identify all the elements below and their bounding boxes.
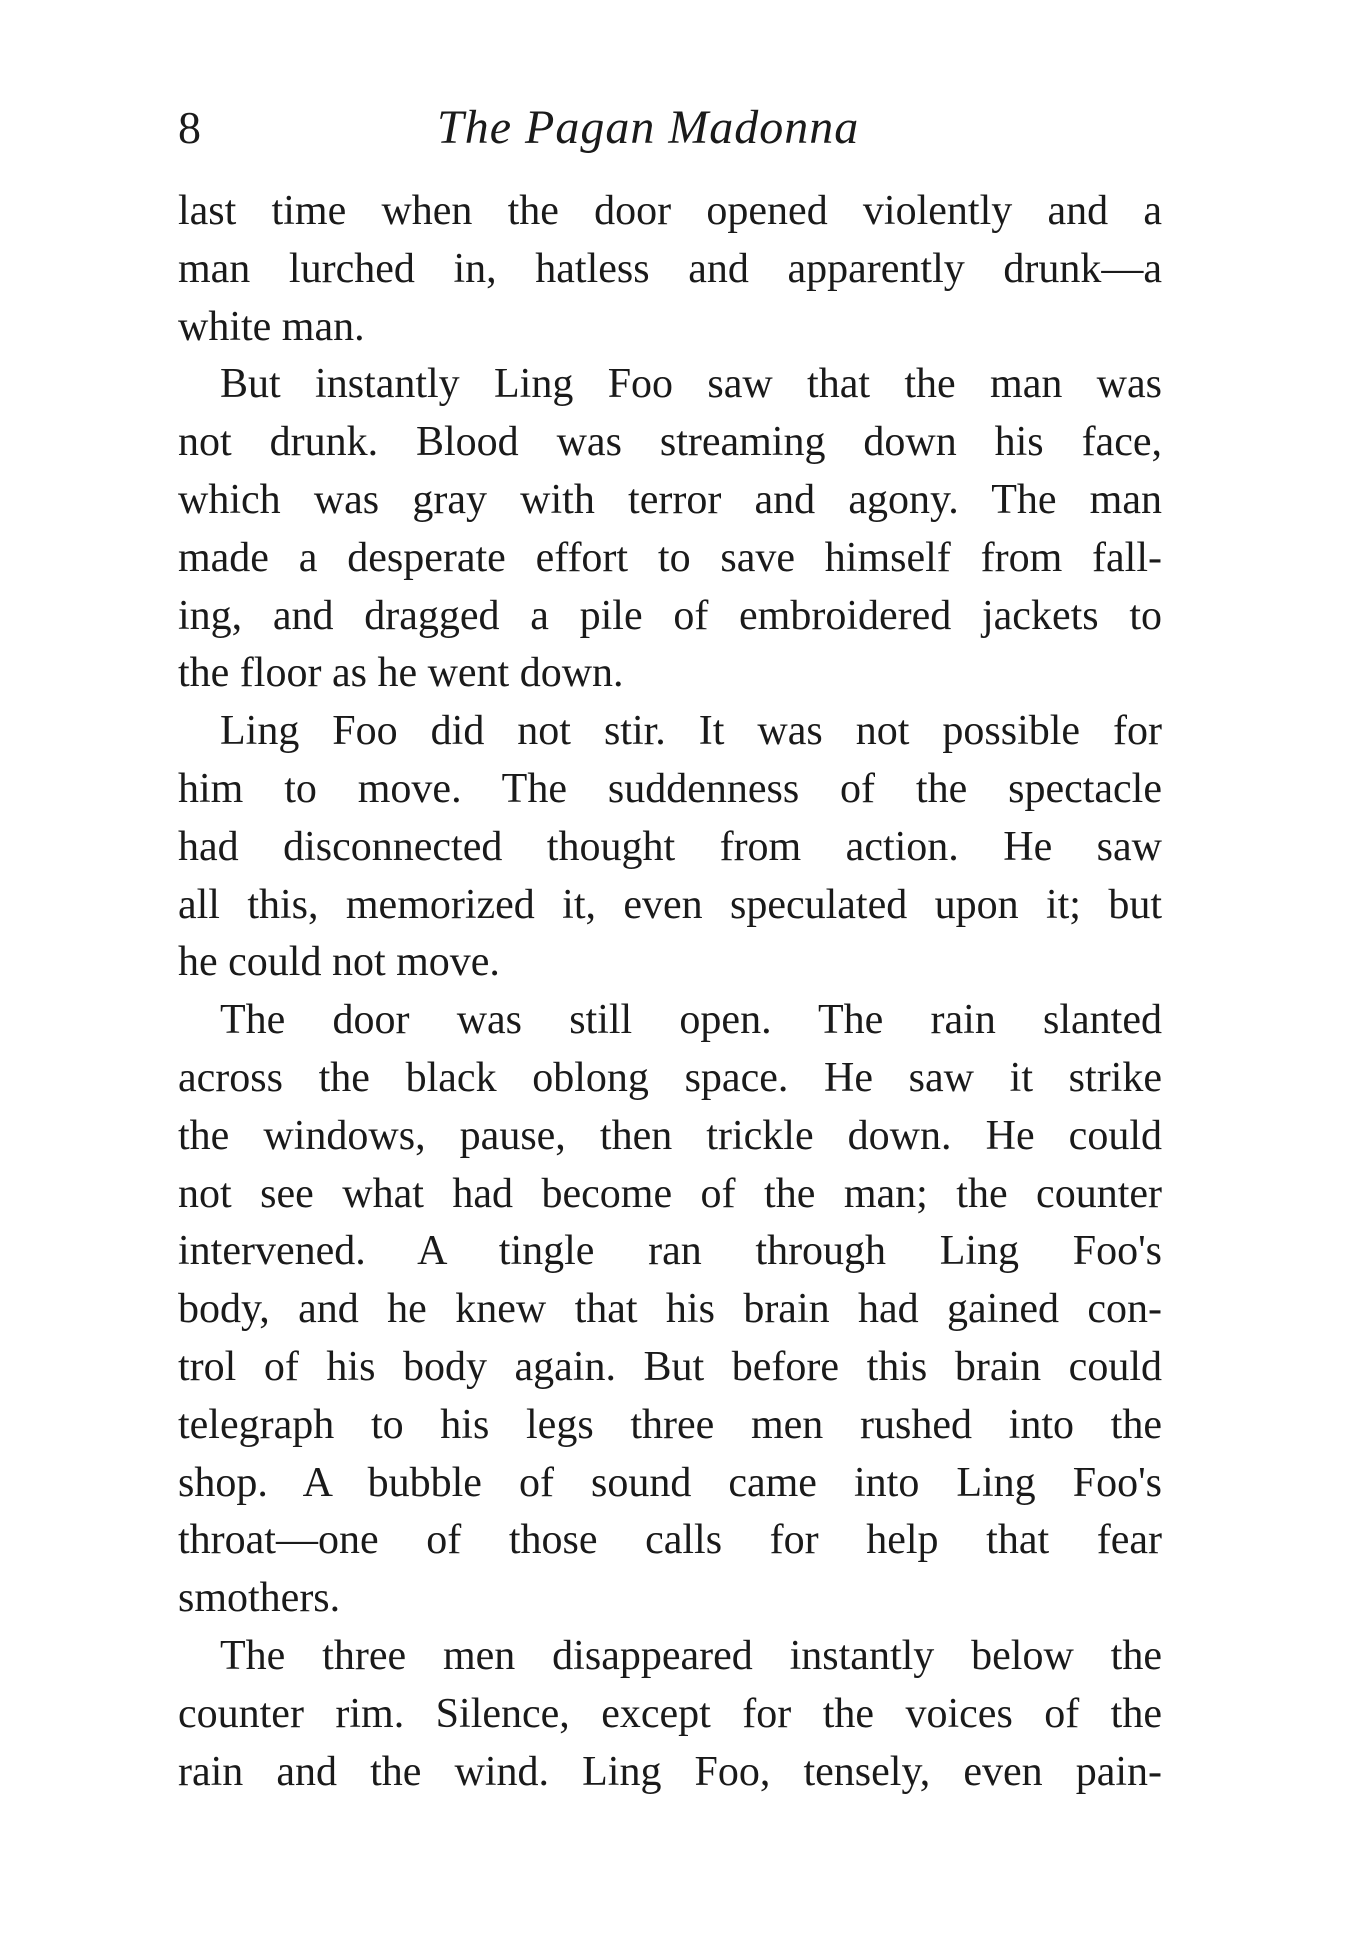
text-line: which was gray with terror and agony. The man xyxy=(178,476,1162,523)
text-line: intervened. A tingle ran through Ling Foo's xyxy=(178,1228,1162,1275)
text-line: not drunk. Blood was streaming down his face, xyxy=(178,419,1162,466)
text-line: trol of his body again. But before this brain could xyxy=(178,1343,1162,1390)
text-line: smothers. xyxy=(178,1575,341,1622)
text-line: The three men disappeared instantly below the xyxy=(220,1632,1162,1679)
text-line: he could not move. xyxy=(178,939,500,986)
text-line: ing, and dragged a pile of embroidered jackets to xyxy=(178,592,1162,639)
text-line: telegraph to his legs three men rushed into the xyxy=(178,1401,1162,1448)
text-line: made a desperate effort to save himself from fall- xyxy=(178,534,1162,581)
text-line: But instantly Ling Foo saw that the man was xyxy=(220,361,1162,408)
text-line: shop. A bubble of sound came into Ling Foo's xyxy=(178,1459,1162,1506)
page-header xyxy=(178,98,1178,158)
running-title: The Pagan Madonna xyxy=(437,101,860,154)
text-line: throat—one of those calls for help that fear xyxy=(178,1517,1162,1564)
text-line: body, and he knew that his brain had gained con- xyxy=(178,1286,1162,1333)
text-line: last time when the door opened violently and a xyxy=(178,188,1162,234)
text-line: The door was still open. The rain slanted xyxy=(220,997,1162,1044)
text-line: counter rim. Silence, except for the voices of the xyxy=(178,1690,1162,1737)
text-line: white man. xyxy=(178,303,365,350)
text-line: the floor as he went down. xyxy=(178,650,624,697)
text-line: man lurched in, hatless and apparently drunk—a xyxy=(178,245,1162,292)
text-line: rain and the wind. Ling Foo, tensely, even pain- xyxy=(178,1748,1162,1795)
text-line: across the black oblong space. He saw it strike xyxy=(178,1054,1162,1101)
text-line: not see what had become of the man; the counter xyxy=(178,1170,1162,1217)
text-line: all this, memorized it, even speculated upon it; but xyxy=(178,881,1162,928)
page-number: 8 xyxy=(178,102,201,153)
text-line: had disconnected thought from action. He saw xyxy=(178,823,1162,870)
text-line: the windows, pause, then trickle down. He could xyxy=(178,1112,1162,1159)
text-line: Ling Foo did not stir. It was not possible for xyxy=(220,708,1162,755)
body-text xyxy=(178,183,1162,1801)
text-line: him to move. The suddenness of the spectacle xyxy=(178,765,1162,812)
